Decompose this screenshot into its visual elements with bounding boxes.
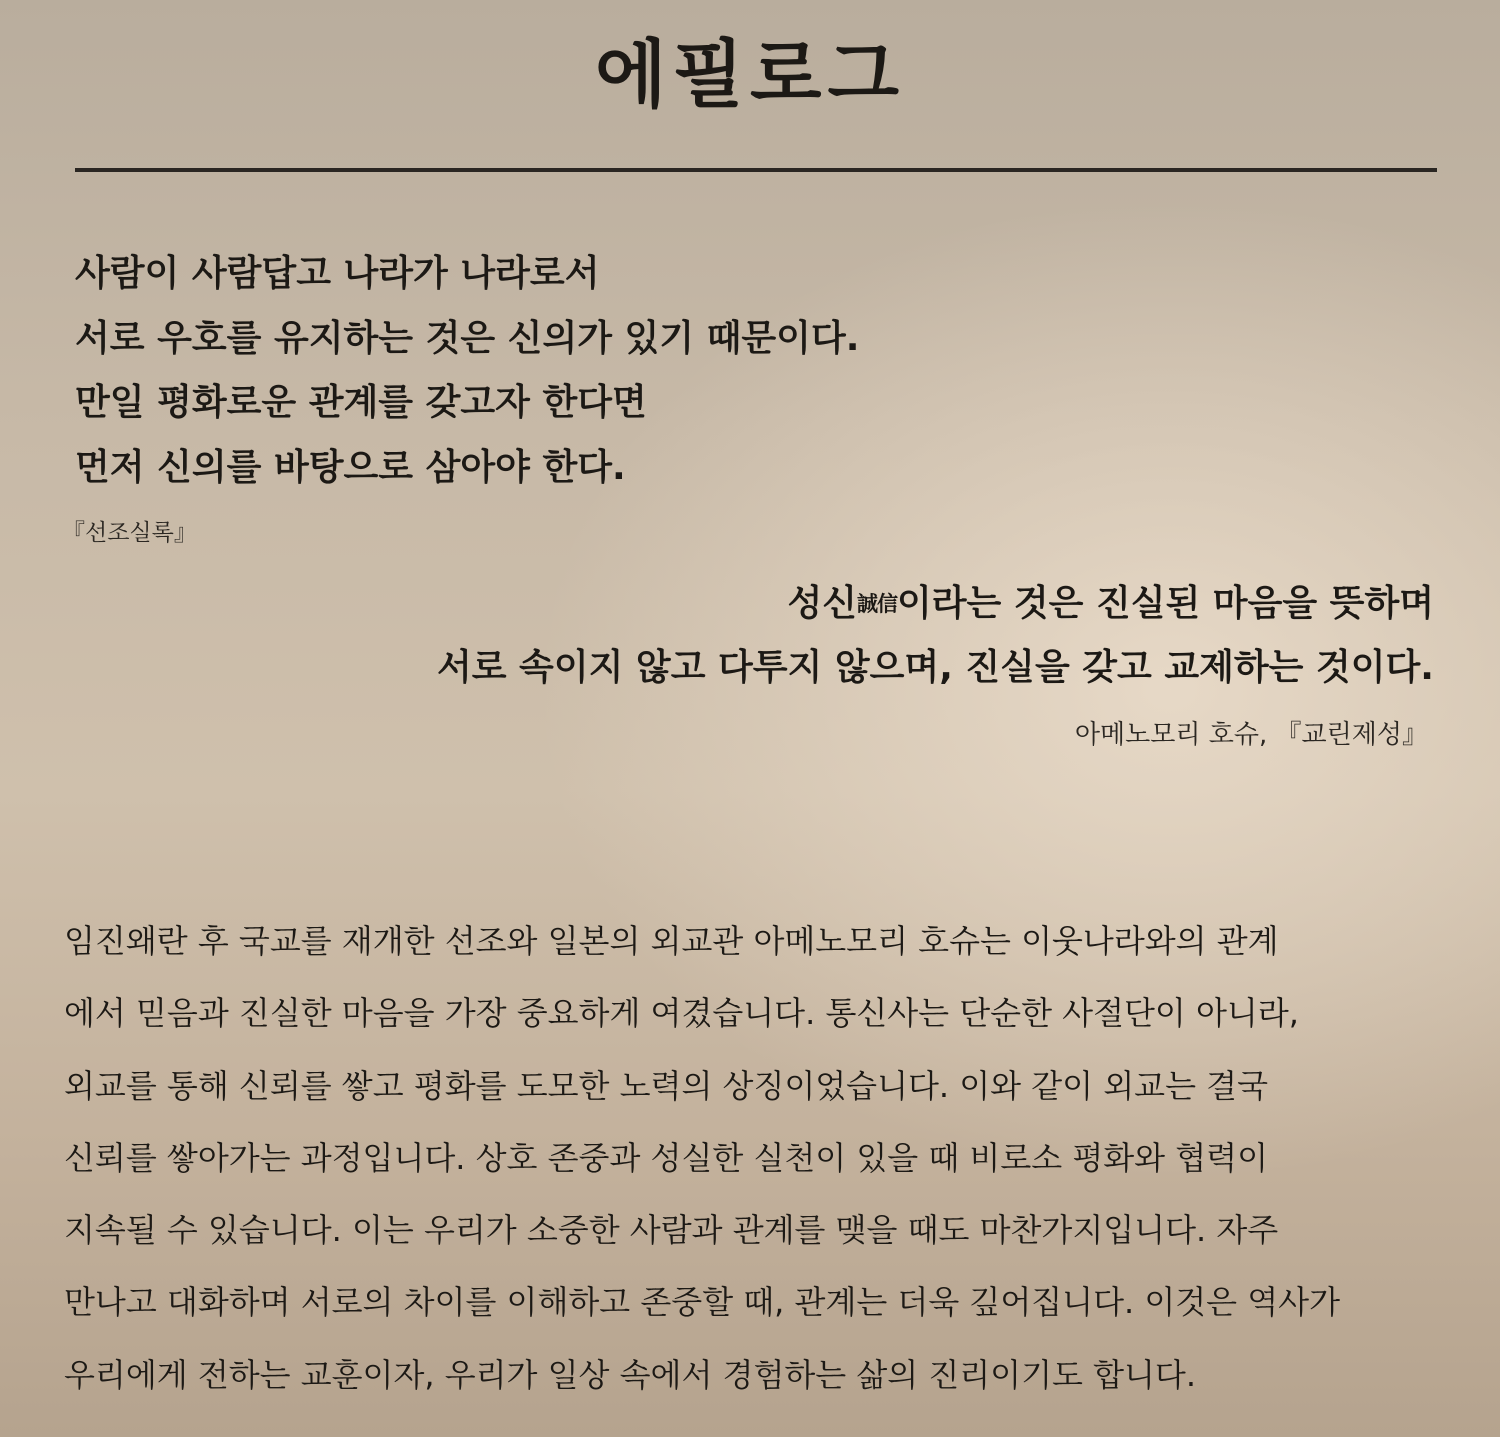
quote-text: 이라는 것은 진실된 마음을 뜻하며 <box>897 583 1434 624</box>
quote-line <box>437 572 1434 636</box>
body-paragraph <box>64 905 1436 1411</box>
paragraph-line: 우리에게 전하는 교훈이자, 우리가 일상 속에서 경험하는 삶의 진리이기도 합니다. <box>64 1355 1196 1394</box>
title-divider <box>75 168 1437 172</box>
hanja-annotation: 誠信 <box>857 592 897 616</box>
paragraph-line: 임진왜란 후 국교를 재개한 선조와 일본의 외교관 아메노모리 호슈는 이웃나라와의 관계 <box>64 922 1279 960</box>
paragraph-line: 에서 믿음과 진실한 마음을 가장 중요하게 여겼습니다. 통신사는 단순한 사절단이 아니라, <box>64 994 1299 1033</box>
quote-source-amenomori: 아메노모리 호슈, 『교린제성』 <box>1074 720 1428 750</box>
paragraph-line: 외교를 통해 신뢰를 쌓고 평화를 도모한 노력의 상징이었습니다. 이와 같이 외교는 결국 <box>64 1066 1268 1105</box>
quote-line: 만일 평화로운 관계를 갖고자 한다면 <box>75 382 647 423</box>
quote-seonjo <box>75 242 859 500</box>
paragraph-line: 만나고 대화하며 서로의 차이를 이해하고 존중할 때, 관계는 더욱 깊어집니다. 이것은 역사가 <box>64 1283 1340 1322</box>
quote-line: 서로 속이지 않고 다투지 않으며, 진실을 갖고 교제하는 것이다. <box>436 647 1434 688</box>
quote-amenomori <box>437 572 1434 700</box>
paragraph-line: 신뢰를 쌓아가는 과정입니다. 상호 존중과 성실한 실천이 있을 때 비로소 평화와 협력이 <box>64 1138 1268 1177</box>
quote-line: 서로 우호를 유지하는 것은 신의가 있기 때문이다. <box>75 317 860 359</box>
quote-line: 먼저 신의를 바탕으로 삼아야 한다. <box>75 446 626 488</box>
paragraph-line: 지속될 수 있습니다. 이는 우리가 소중한 사람과 관계를 맺을 때도 마찬가지입니다. 자주 <box>64 1211 1279 1250</box>
page-title: 에필로그 <box>595 32 905 118</box>
quote-text: 성신 <box>787 583 857 624</box>
quote-source-seonjo: 『선조실록』 <box>62 520 197 546</box>
quote-line: 사람이 사람답고 나라가 나라로서 <box>75 253 600 294</box>
